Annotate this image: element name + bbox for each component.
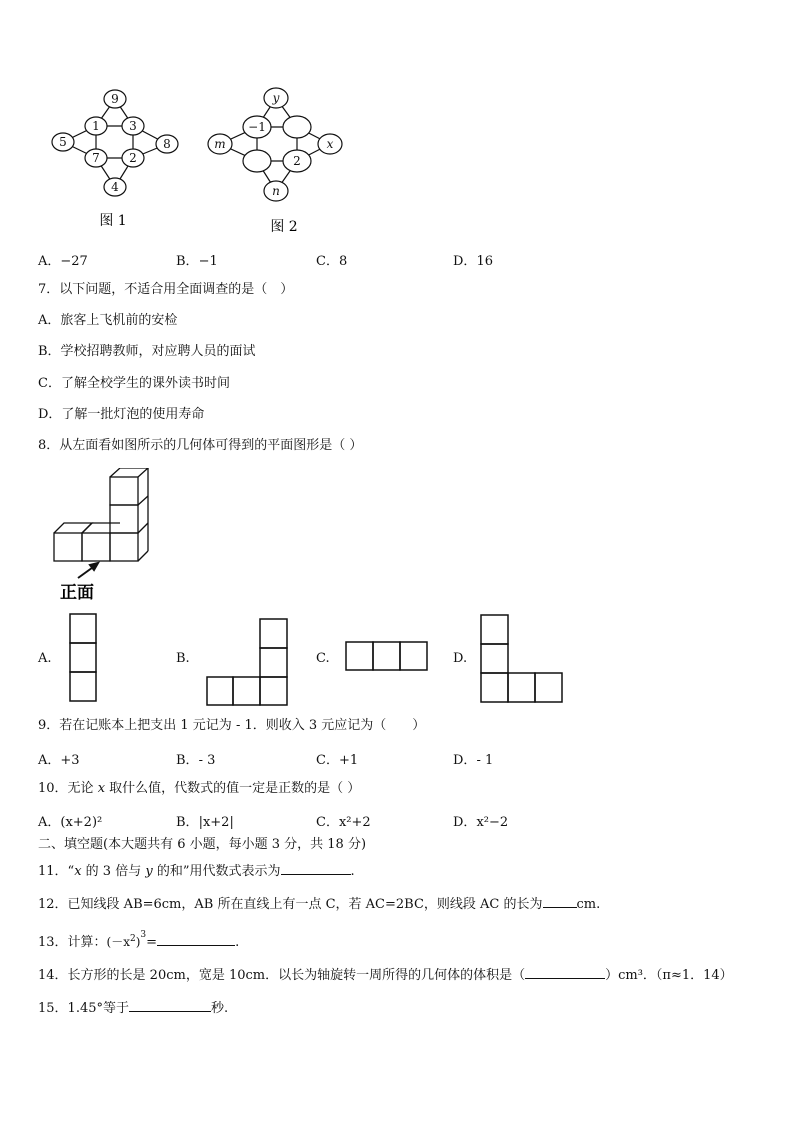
- q8-option-b-shape[interactable]: [205, 617, 295, 707]
- fig1-label-7: 7: [92, 151, 100, 165]
- fig2-label-neg1: −1: [248, 120, 266, 134]
- q8-option-d-shape[interactable]: [478, 612, 566, 706]
- fig2-label-m: m: [214, 137, 226, 151]
- fig2-label-x: x: [326, 137, 334, 151]
- q13-answer-blank[interactable]: [157, 933, 235, 946]
- q15-answer-blank[interactable]: [129, 999, 211, 1012]
- fig1-label-4: 4: [111, 180, 119, 194]
- q9-option-b[interactable]: B．- 3: [176, 753, 216, 768]
- q12: 12．已知线段 AB=6cm，AB 所在直线上有一点 C，若 AC=2BC，则线段 AC 的长为 cm.: [38, 897, 601, 912]
- figure-1: [45, 85, 195, 235]
- q7-stem: 7．以下问题，不适合用全面调查的是（ ）: [38, 282, 294, 297]
- q12-answer-blank[interactable]: [543, 895, 577, 908]
- q8-front-label: 正面: [60, 583, 94, 603]
- q8-option-a-letter[interactable]: A.: [38, 651, 52, 666]
- q14: 14．长方形的长是 20cm，宽是 10cm．以长为轴旋转一周所得的几何体的体积是（ ）cm³．（π≈1．14）: [38, 968, 733, 983]
- q8-stem: 8．从左面看如图所示的几何体可得到的平面图形是（ ）: [38, 438, 363, 453]
- q9-option-d[interactable]: D．- 1: [453, 753, 494, 768]
- q8-option-b-letter[interactable]: B.: [176, 651, 190, 666]
- q6-option-d[interactable]: D．16: [453, 254, 493, 269]
- q13: 13．计算：$(-x^2)^3=$ .: [38, 930, 240, 950]
- fig2-caption: 图 2: [270, 219, 298, 235]
- q13-expression: $(-x^2)^3$: [106, 930, 147, 949]
- q14-answer-blank[interactable]: [525, 966, 605, 979]
- q7-option-a[interactable]: A．旅客上飞机前的安检: [38, 313, 178, 328]
- q8-option-c-shape[interactable]: [344, 640, 430, 673]
- q6-option-b[interactable]: B．−1: [176, 254, 218, 269]
- fig1-caption: 图 1: [99, 213, 127, 229]
- fig2-label-n: n: [272, 184, 280, 198]
- q6-option-c[interactable]: C．8: [316, 254, 348, 269]
- q10-option-b[interactable]: B．|x+2|: [176, 815, 234, 830]
- fig1-label-8: 8: [163, 137, 171, 151]
- q7-option-d[interactable]: D．了解一批灯泡的使用寿命: [38, 407, 205, 422]
- q10-option-a[interactable]: A．(x+2)²: [38, 815, 103, 830]
- q10-option-c[interactable]: C．x²+2: [316, 815, 371, 830]
- q8-option-c-letter[interactable]: C.: [316, 651, 330, 666]
- figure-2: [200, 85, 360, 240]
- fig2-node-blank-tr: [283, 116, 311, 138]
- q9-option-a[interactable]: A．+3: [38, 753, 80, 768]
- fig1-label-9: 9: [111, 92, 119, 106]
- fig2-node-blank-bl: [243, 150, 271, 172]
- q10-stem: 10．无论 x 取什么值，代数式的值一定是正数的是（ ）: [38, 781, 361, 796]
- q9-stem: 9．若在记账本上把支出 1 元记为 - 1．则收入 3 元应记为（ ）: [38, 718, 426, 733]
- fig2-label-2: 2: [293, 154, 301, 168]
- q11-answer-blank[interactable]: [281, 862, 351, 875]
- fig1-label-1: 1: [92, 119, 100, 133]
- fig1-label-2: 2: [129, 151, 137, 165]
- fig2-label-y: y: [272, 91, 280, 105]
- q6-option-a[interactable]: A．−27: [38, 254, 88, 269]
- q9-option-c[interactable]: C．+1: [316, 753, 359, 768]
- section-2-heading: 二、填空题(本大题共有 6 小题，每小题 3 分，共 18 分): [38, 837, 367, 852]
- q8-option-d-letter[interactable]: D.: [453, 651, 468, 666]
- q8-solid-figure: [40, 468, 165, 608]
- q7-option-c[interactable]: C．了解全校学生的课外读书时间: [38, 376, 230, 391]
- q15: 15．1.45°等于 秒.: [38, 1001, 229, 1016]
- fig1-label-3: 3: [129, 119, 137, 133]
- q10-option-d[interactable]: D．x²−2: [453, 815, 509, 830]
- q7-option-b[interactable]: B．学校招聘教师，对应聘人员的面试: [38, 344, 256, 359]
- q8-option-a-shape[interactable]: [66, 612, 102, 704]
- fig1-label-5: 5: [59, 135, 67, 149]
- q11: 11．“x 的 3 倍与 y 的和”用代数式表示为 .: [38, 864, 355, 879]
